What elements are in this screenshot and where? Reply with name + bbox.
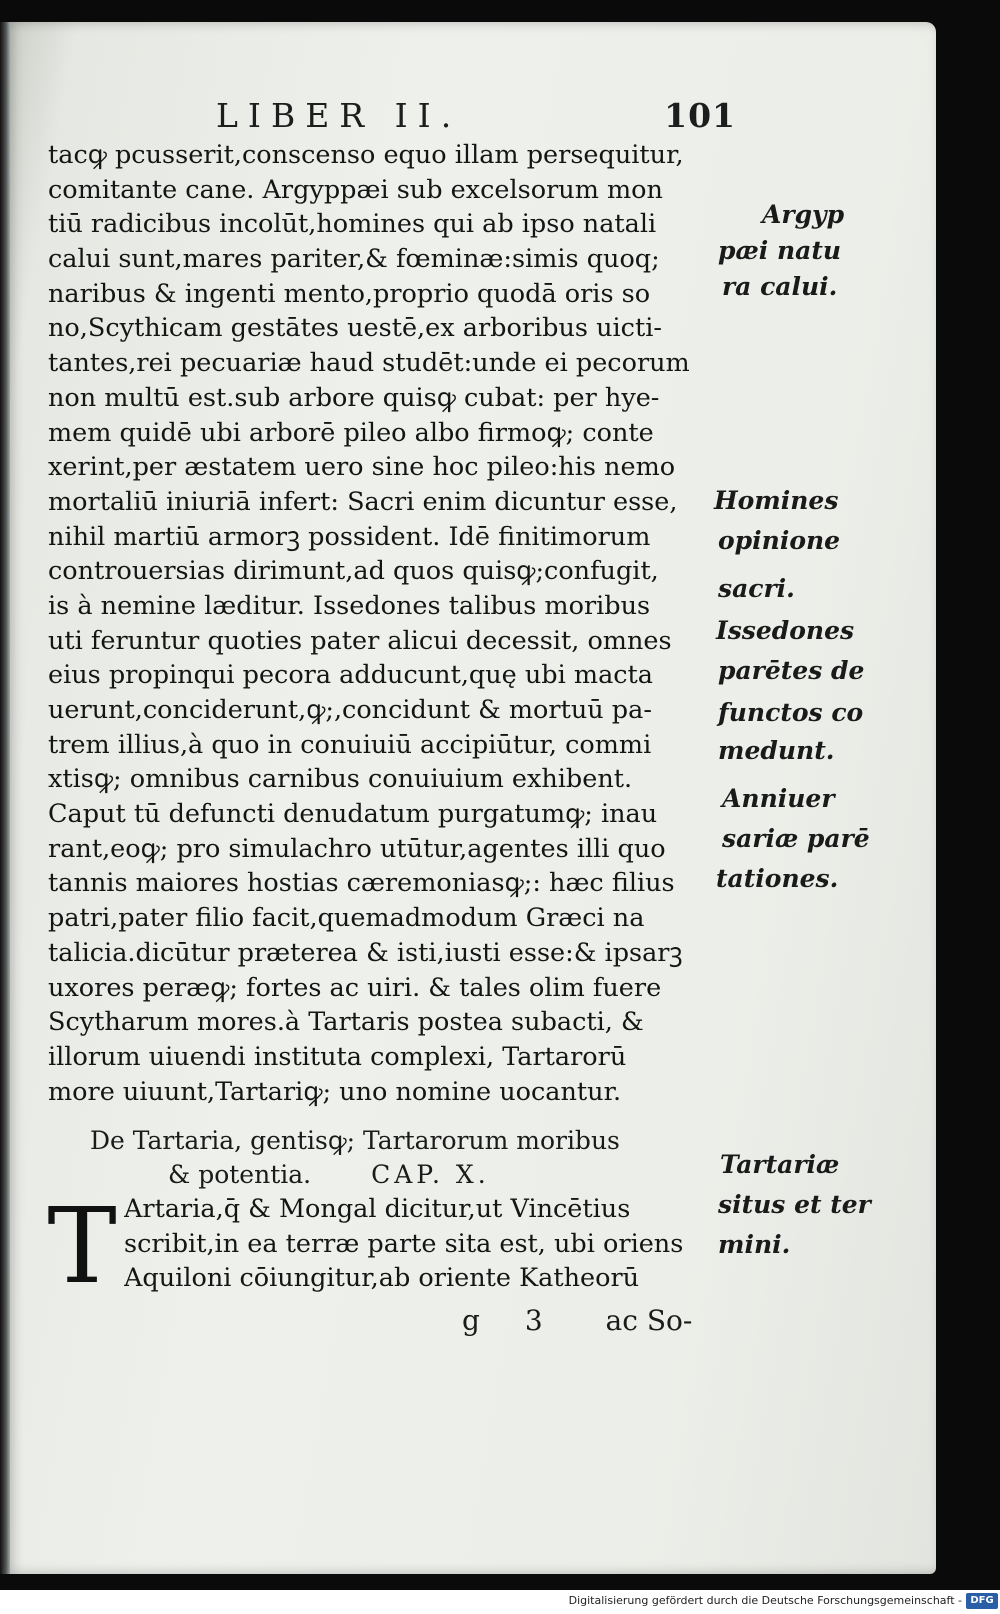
text-line: eius propinqui pecora adducunt,quę ubi macta <box>48 660 654 691</box>
text-line: talicia.dicūtur præterea & isti,iusti esse:& ipsarꝫ <box>48 937 683 968</box>
text-line: xtisꝙ; omnibus carnibus conuiuium exhibent. <box>48 764 633 795</box>
text-line: naribus & ingenti mento,proprio quodā oris so <box>48 278 651 309</box>
text-line: non multū est.sub arbore quisꝙ cubat: per hye- <box>48 382 660 413</box>
margin-note: ra calui. <box>722 272 838 301</box>
text-line: tiū radicibus incolūt,homines qui ab ipso natali <box>48 209 657 240</box>
text-line: comitante cane. Argyppæi sub excelsorum mon <box>48 174 663 205</box>
margin-note: sacri. <box>718 574 795 603</box>
text-line: no,Scythicam gestātes uestē,ex arboribus uicti- <box>48 313 662 344</box>
margin-note: Argyp <box>762 200 845 229</box>
chapter-text-line: Artaria,q̄ & Mongal dicitur,ut Vincētius <box>124 1194 631 1224</box>
margin-note: Tartariæ <box>720 1150 840 1179</box>
text-line: tannis maiores hostias cæremoniasꝙ;: hæc filius <box>48 868 675 899</box>
text-line: Caput tū defuncti denudatum purgatumꝙ; inau <box>48 799 658 830</box>
text-line: trem illius,à quo in conuiuiū accipiūtur, commi <box>48 729 652 760</box>
running-head: LIBER II. <box>216 96 462 135</box>
credit-text: Digitalisierung gefördert durch die Deutsche Forschungsgemeinschaft - <box>568 1594 962 1607</box>
page-header <box>216 96 736 136</box>
margin-note: mini. <box>718 1230 791 1259</box>
margin-note: pæi natu <box>718 236 842 265</box>
page-gutter <box>0 22 10 1574</box>
chapter-title-line-2: & potentia. <box>168 1160 312 1189</box>
chapter-text-line: scribit,in ea terræ parte sita est, ubi oriens <box>124 1228 684 1259</box>
text-line: nihil martiū armorꝫ possident. Idē finitimorum <box>48 521 651 552</box>
text-line: controuersias dirimunt,ad quos quisꝙ;confugit, <box>48 556 659 587</box>
text-line: xerint,per æstatem uero sine hoc pileo:his nemo <box>48 452 676 483</box>
text-line: Scytharum mores.à Tartaris postea subacti, & <box>48 1007 644 1038</box>
text-line: more uiuunt,Tartariꝙ; uno nomine uocantur. <box>48 1076 622 1107</box>
margin-note: opinione <box>718 526 841 555</box>
margin-note: Issedones <box>716 616 855 645</box>
page-number: 101 <box>664 96 736 135</box>
text-line: tantes,rei pecuariæ haud studēt:unde ei pecorum <box>48 348 690 379</box>
margin-note: Anniuer <box>722 784 835 813</box>
margin-note: tationes. <box>716 864 839 893</box>
chapter-text-block <box>124 1192 724 1296</box>
chapter-text-line: Aquiloni cōiungitur,ab oriente Katheorū <box>124 1263 640 1293</box>
chapter-title-line-1: De Tartaria, gentisꝙ; Tartarorum moribus <box>90 1126 620 1155</box>
text-line: tacꝙ pcusserit,conscenso equo illam persequitur, <box>48 140 684 170</box>
decorated-initial: T <box>47 1185 117 1307</box>
text-line: mortaliū iniuriā infert: Sacri enim dicuntur esse, <box>48 486 678 517</box>
margin-note: situs et ter <box>718 1190 871 1219</box>
text-line: uti feruntur quoties pater alicui decessit, omnes <box>48 625 672 656</box>
text-line: illorum uiuendi instituta complexi, Tartarorū <box>48 1041 627 1072</box>
text-line: uxores peræꝙ; fortes ac uiri. & tales olim fuere <box>48 972 662 1003</box>
margin-note: sariæ parē <box>722 824 870 853</box>
catchword: ac So- <box>605 1304 693 1337</box>
text-line: rant,eoꝙ; pro simulachro utūtur,agentes illi quo <box>48 833 666 864</box>
main-text-block <box>48 138 728 1109</box>
credit-bar <box>0 1590 1000 1614</box>
margin-note: Homines <box>714 486 839 515</box>
text-line: patri,pater filio facit,quemadmodum Græci na <box>48 903 645 934</box>
page-footer <box>462 1304 742 1337</box>
margin-note: functos co <box>718 698 864 727</box>
dfg-logo-icon: DFG <box>966 1593 998 1609</box>
chapter-label: CAP. X. <box>371 1160 490 1189</box>
text-line: uerunt,conciderunt,ꝙ;,concidunt & mortuū pa- <box>48 695 652 725</box>
text-line: is à nemine læditur. Issedones talibus moribus <box>48 590 651 621</box>
text-line: mem quidē ubi arborē pileo albo firmoꝙ; conte <box>48 417 654 448</box>
signature-mark: g 3 <box>462 1304 561 1337</box>
chapter-heading <box>90 1124 710 1192</box>
margin-note: medunt. <box>718 736 835 765</box>
text-line: calui sunt,mares pariter,& fœminæ:simis quoq; <box>48 244 660 275</box>
margin-note: parētes de <box>718 656 865 685</box>
